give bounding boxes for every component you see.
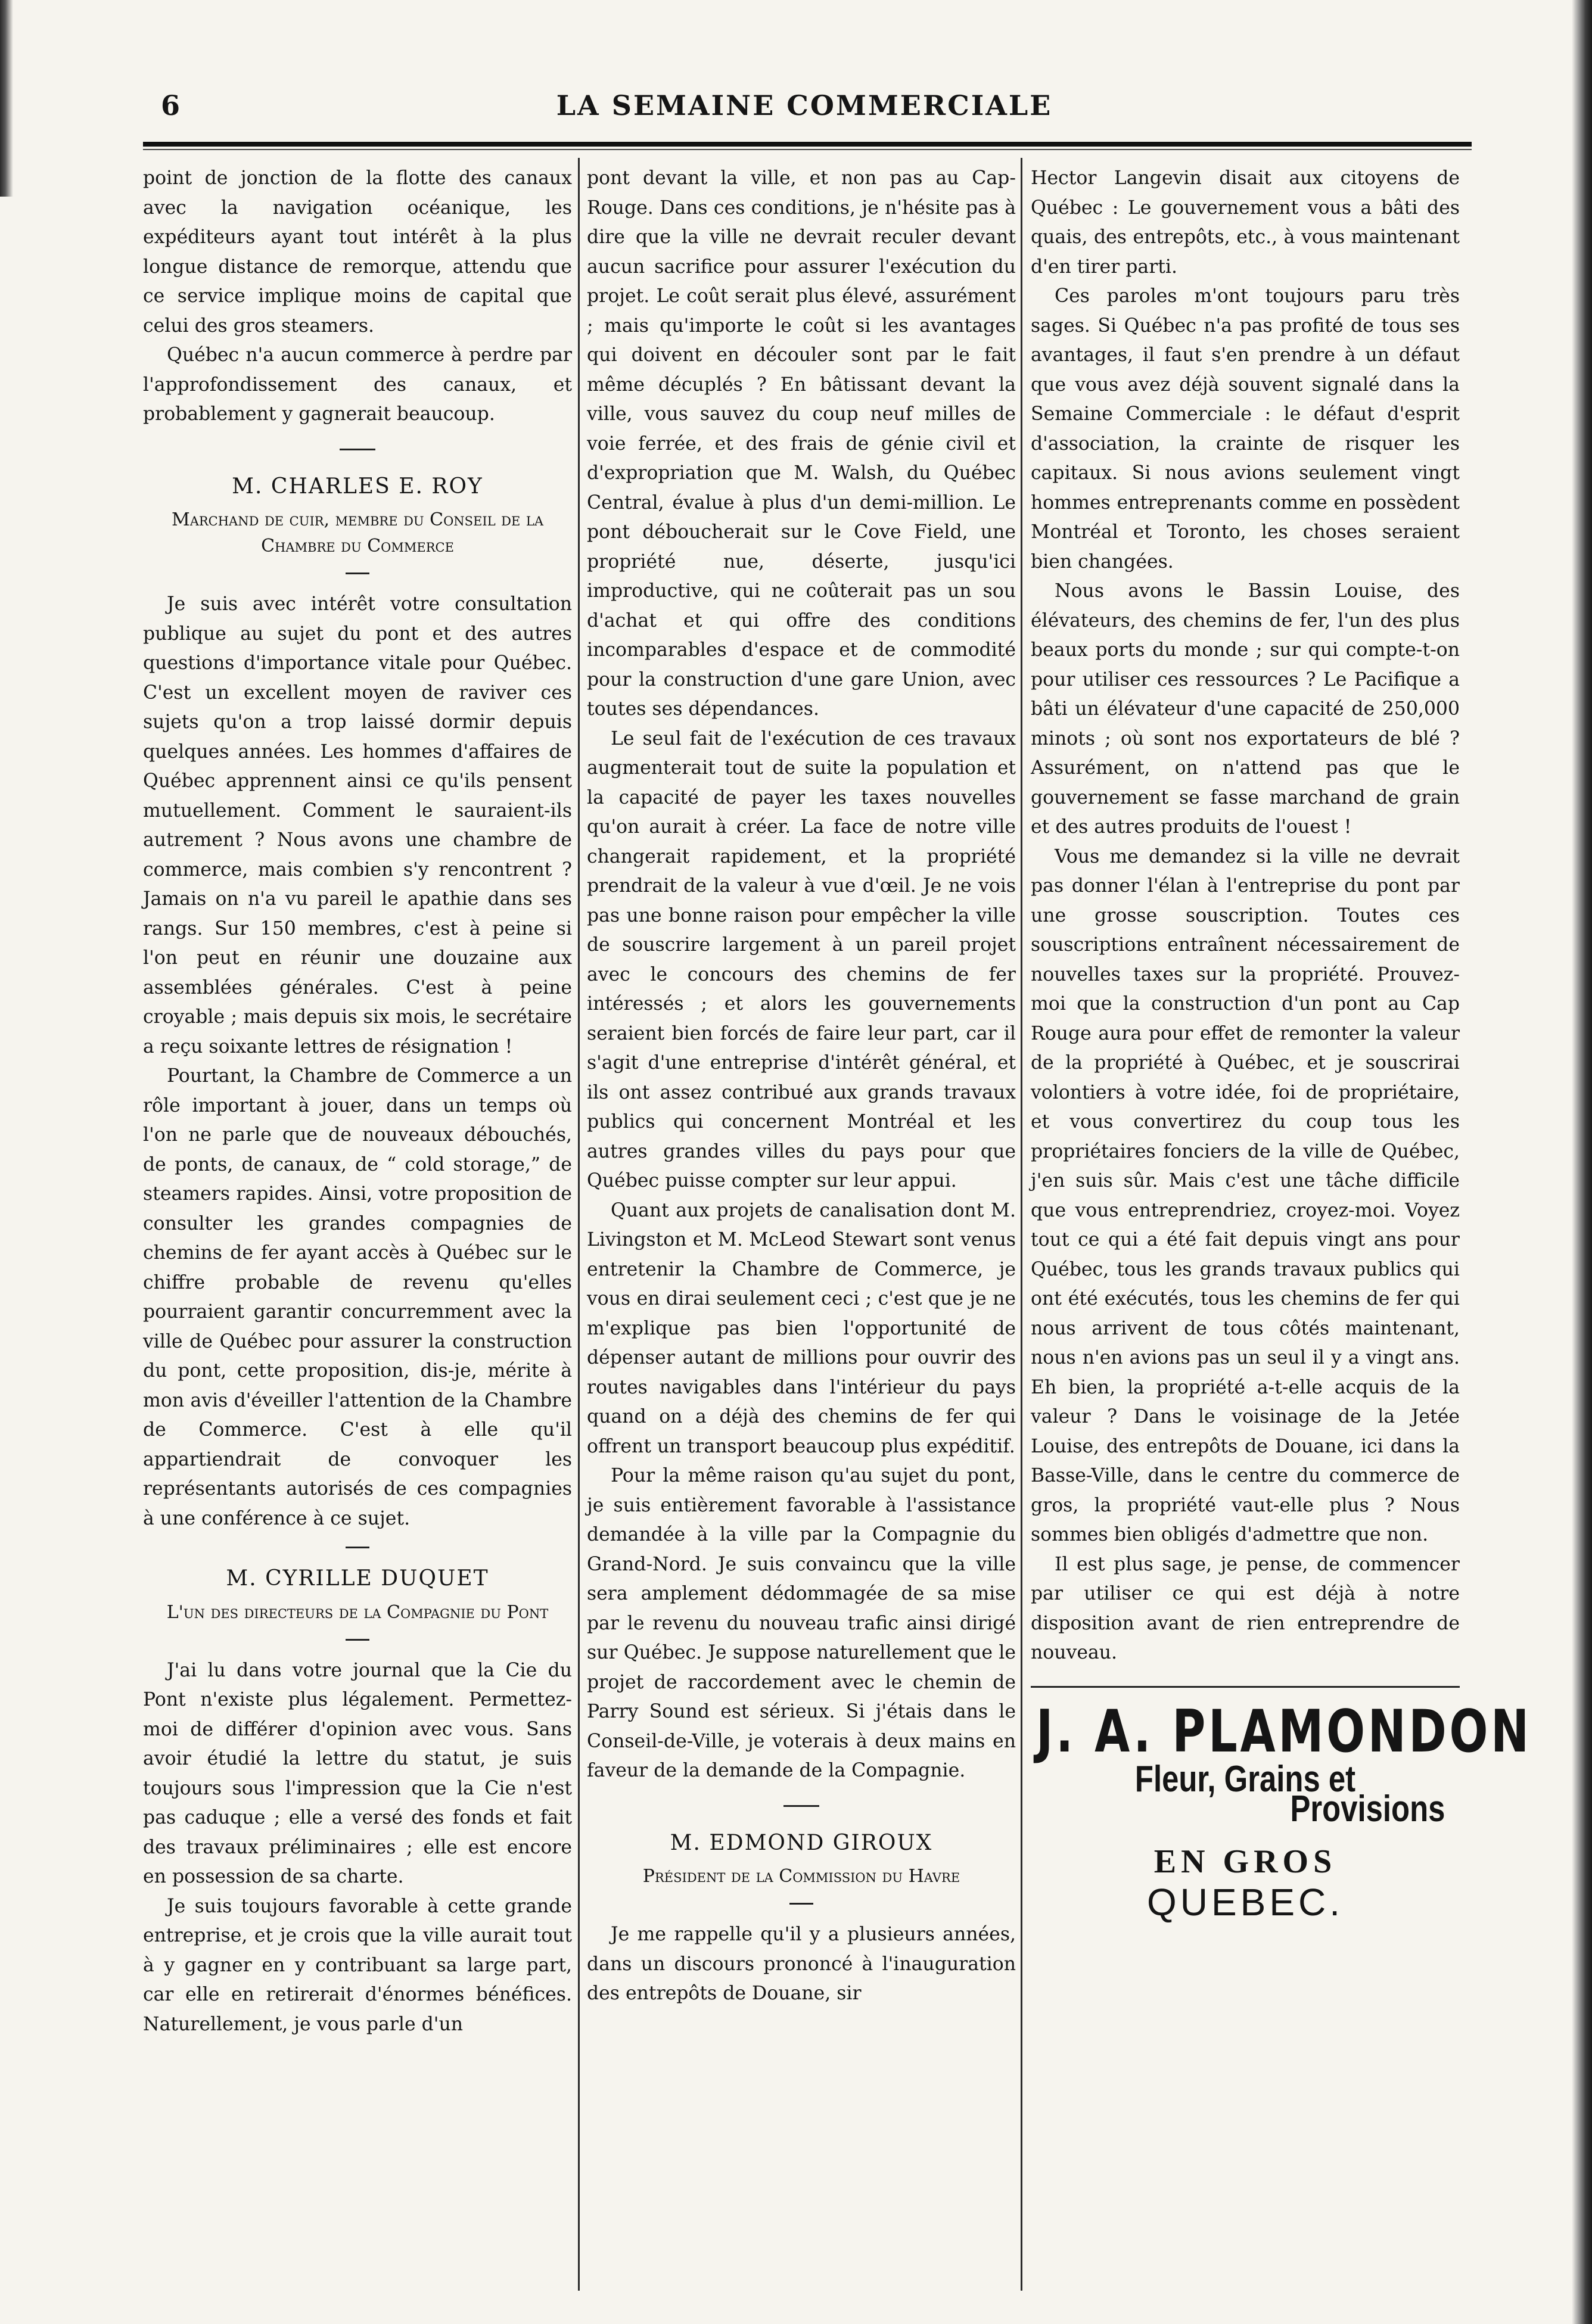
interviewee-title: Marchand de cuir, membre du Conseil de la Chambre du Commerce: [171, 509, 543, 556]
section-separator: [346, 1639, 369, 1641]
paragraph: Quant aux projets de canalisation dont M. Livingston et M. McLeod Stewart sont venus entretenir la Chambre de Commerce, je vous en dirai seulement ceci ; c'est que je ne m'explique pas bien l'opportunité de dépenser autant de millions pour ouvrir des routes navigables dans l'intérieur du pays quand on a déjà des chemins de fer qui offrent un transport beaucoup plus expéditif.: [587, 1199, 1016, 1457]
column-divider: [1021, 158, 1022, 2291]
section-separator: [346, 1547, 369, 1548]
advertiser-name: J. A. PLAMONDON: [1036, 1697, 1532, 1766]
advertisement: [1031, 1686, 1532, 1924]
paragraph: Hector Langevin disait aux citoyens de Québec : Le gouvernement vous a bâti des quais, des entrepôts, etc., à vous maintenant d'en tirer parti.: [1031, 167, 1460, 278]
paragraph: Il est plus sage, je pense, de commencer par utiliser ce qui est déjà à notre disposition avant de rien entreprendre de nouveau.: [1031, 1553, 1460, 1663]
interviewee-name: M. EDMOND GIROUX: [670, 1830, 933, 1855]
section-separator: [346, 573, 369, 574]
paragraph: Pourtant, la Chambre de Commerce a un rôle important à jouer, dans un temps où l'on ne parle que de nouveaux débouchés, de ponts, de canaux, de “ cold storage,” de steamers rapides. Ainsi, votre proposition de consulter les grandes compagnies de chemins de fer ayant accès à Québec sur le chiffre probable de revenu qu'elles pourraient garantir concurremment avec la ville de Québec pour assurer la construction du pont, cette proposition, dis-je, mérite à mon avis d'éveiller l'attention de la Chambre de Commerce. C'est à elle qu'il appartiendrait de convoquer les représentants autorisés de ces compagnies à une conférence à ce sujet.: [143, 1065, 572, 1529]
paragraph: point de jonction de la flotte des canaux avec la navigation océanique, les expéditeurs ayant tout intérêt à la plus longue distance de remorque, attendu que ce service implique moins de capital que celui des gros steamers.: [143, 167, 572, 337]
masthead-title: LA SEMAINE COMMERCIALE: [556, 89, 1053, 122]
column-1: [143, 164, 572, 2285]
section-separator: [789, 1903, 813, 1905]
page-edge-shadow: [0, 0, 13, 197]
paragraph: Vous me demandez si la ville ne devrait pas donner l'élan à l'entreprise du pont par une grosse souscription. Toutes ces souscriptions entraînent nécessairement de nouvelles taxes sur la propriété. Prouvez-moi que la construction d'un pont au Cap Rouge aura pour effet de remonter la valeur de la propriété à Québec, et je souscrirai volontiers à votre idée, foi de propriétaire, et vous convertirez du coup tous les propriétaires fonciers de la ville de Québec, j'en suis sûr. Mais c'est une tâche difficile que vous entreprendriez, croyez-moi. Voyez tout ce qui a été fait depuis vingt ans pour Québec, tous les grands travaux publics qui ont été exécutés, tous les chemins de fer qui nous arrivent de tous côtés maintenant, nous n'en avions pas un seul il y a vingt ans. Eh bien, la propriété a-t-elle acquis de la valeur ? Dans le voisinage de la Jetée Louise, des entrepôts de Douane, ici dans la Basse-Ville, dans le centre du commerce de gros, la propriété vaut-elle plus ? Nous sommes bien obligés d'admettre que non.: [1031, 845, 1460, 1545]
page-binding-edge: [1572, 0, 1592, 2324]
paragraph: Québec n'a aucun commerce à perdre par l'approfondissement des canaux, et probablement y gagnerait beaucoup.: [143, 344, 572, 425]
page-number: 6: [161, 89, 181, 122]
column-2: [587, 164, 1016, 2285]
paragraph: Je me rappelle qu'il y a plusieurs années, dans un discours prononcé à l'inauguration des entrepôts de Douane, sir: [587, 1924, 1016, 2004]
header-rule: [143, 142, 1472, 147]
header-rule-thin: [143, 149, 1472, 150]
paragraph: J'ai lu dans votre journal que la Cie du Pont n'existe plus légalement. Permettez-moi de différer d'opinion avec vous. Sans avoir étudié la lettre du statut, je suis toujours sous l'impression que la Cie n'est pas caduque ; elle a versé des fonds et fait des travaux préliminaires ; elle est encore en possession de sa charte.: [143, 1659, 572, 1887]
paragraph: Le seul fait de l'exécution de ces travaux augmenterait tout de suite la population et la capacité de payer les taxes nouvelles qu'on aurait à créer. La face de notre ville changerait rapidement, et la propriété prendrait de la valeur à vue d'œil. Je ne vois pas une bonne raison pour empêcher la ville de souscrire largement à un pareil projet avec le concours des chemins de fer intéressés ; et alors les gouvernements seraient bien forcés de faire leur part, car il s'agit d'une entreprise d'intérêt général, et ils ont assez contribué aux grands travaux publics qui concernent Montréal et les autres grandes villes du pays pour que Québec puisse compter sur leur appui.: [587, 727, 1016, 1191]
ad-wholesale-label: EN GROS: [1153, 1843, 1337, 1880]
paragraph: Je suis avec intérêt votre consultation publique au sujet du pont et des autres questions d'importance vitale pour Québec. C'est un excellent moyen de raviver ces sujets qu'on a trop laissé dormir depuis quelques années. Les hommes d'affaires de Québec apprennent ainsi ce qu'ils pensent mutuellement. Comment le sauraient-ils autrement ? Nous avons une chambre de commerce, mais combien s'y rencontrent ? Jamais on n'a vu pareil le apathie dans ses rangs. Sur 150 membres, c'est à peine si l'on peut en réunir une douzaine aux assemblées générales. C'est à peine croyable ; mais depuis six mois, le secrétaire a reçu soixante lettres de résignation !: [143, 593, 572, 1057]
paragraph: pont devant la ville, et non pas au Cap-Rouge. Dans ces conditions, je n'hésite pas à dire que la ville ne devrait reculer devant aucun sacrifice pour assurer l'exécution du projet. Le coût serait plus élevé, assurément ; mais qu'importe le coût si les avantages qui doivent en découler sont par le fait même décuplés ? En bâtissant devant la ville, vous sauvez du coup neuf milles de voie ferrée, et des frais de génie civil et d'expropriation que M. Walsh, du Québec Central, évalue à plus d'un demi-million. Le pont déboucherait sur le Cove Field, une propriété nue, déserte, jusqu'ici improductive, qui ne coûterait pas un sou d'achat et qui offre des conditions incomparables d'espace et de commodité pour la construction d'une gare Union, avec toutes ses dépendances.: [587, 167, 1016, 720]
column-divider: [578, 158, 580, 2291]
interviewee-title: Président de la Commission du Havre: [642, 1866, 960, 1887]
paragraph: Ces paroles m'ont toujours paru très sages. Si Québec n'a pas profité de tous ses avantages, il faut s'en prendre à un défaut que vous avez déjà souvent signalé dans la Semaine Commerciale : le défaut d'esprit d'association, la crainte de risquer les capitaux. Si nous avions seulement vingt hommes entreprenants comme en possèdent Montréal et Toronto, les choses seraient bien changées.: [1031, 285, 1460, 573]
interviewee-name: M. CHARLES E. ROY: [232, 474, 483, 499]
section-separator: [340, 449, 375, 450]
paragraph: Nous avons le Bassin Louise, des élévateurs, des chemins de fer, l'un des plus beaux ports du monde ; sur qui compte-t-on pour utiliser ces ressources ? Le Pacifique a bâti un élévateur d'une capacité de 250,000 minots ; où sont nos exportateurs de blé ? Assurément, on n'attend pas que le gouvernement se fasse marchand de grain et des autres produits de l'ouest !: [1031, 580, 1460, 838]
ad-city: QUEBEC.: [1146, 1880, 1344, 1924]
column-3: [1031, 164, 1532, 2285]
paragraph: Je suis toujours favorable à cette grande entreprise, et je crois que la ville aurait tout à y gagner en y contribuant sa large part, car elle en retirerait d'énormes bénéfices. Naturellement, je vous parle d'un: [143, 1895, 572, 2035]
section-separator: [783, 1805, 819, 1807]
interviewee-title: L'un des directeurs de la Compagnie du Pont: [166, 1601, 549, 1623]
interviewee-name: M. CYRILLE DUQUET: [226, 1566, 489, 1591]
page-header: [143, 83, 1466, 125]
ad-products-line: Provisions: [1290, 1788, 1445, 1830]
paragraph: Pour la même raison qu'au sujet du pont, je suis entièrement favorable à l'assistance demandée à la ville par la Compagnie du Grand-Nord. Je suis convaincu que la ville sera amplement dédommagée de sa mise par le revenu du nouveau trafic ainsi dirigé sur Québec. Je suppose naturellement que le projet de raccordement avec le chemin de Parry Sound est sérieux. Si j'étais dans le Conseil-de-Ville, je voterais à deux mains en faveur de la demande de la Compagnie.: [587, 1465, 1016, 1781]
ad-products-line: Fleur, Grains et: [1134, 1759, 1356, 1800]
